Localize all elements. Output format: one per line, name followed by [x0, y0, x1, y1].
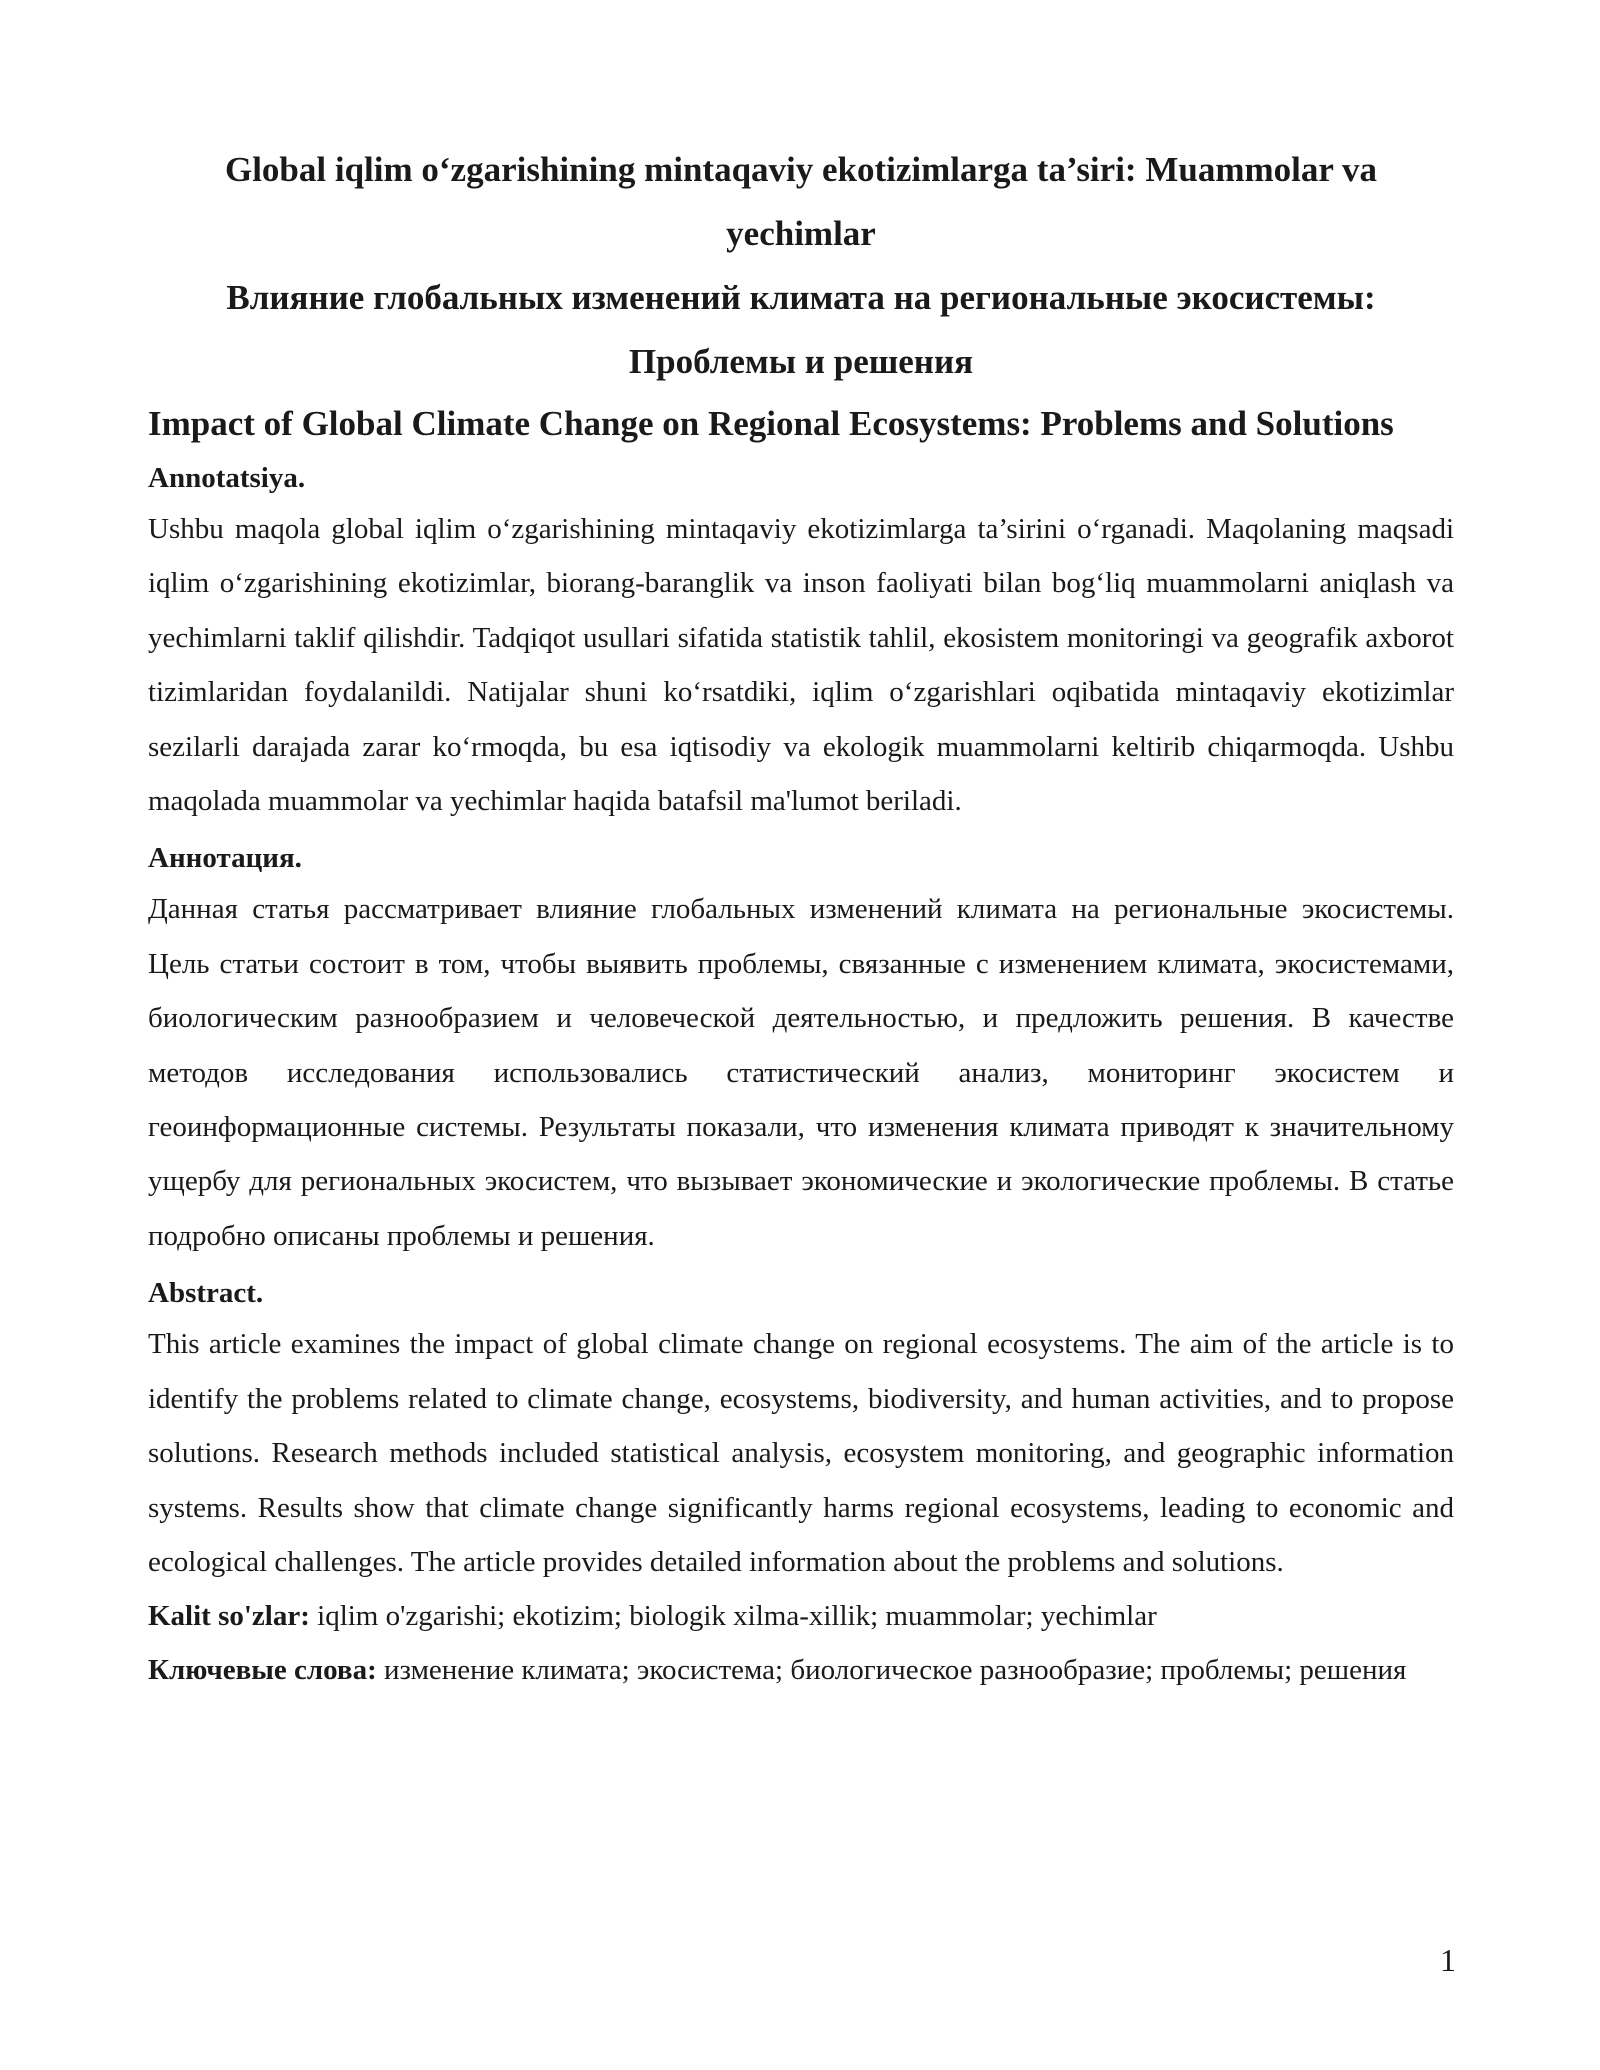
abstract-uzbek-heading: Annotatsiya. [148, 462, 306, 494]
abstract-russian-heading: Аннотация. [148, 842, 302, 875]
keywords-uzbek-label: Kalit so'zlar: [148, 1600, 310, 1633]
abstract-english-heading: Abstract. [148, 1277, 264, 1310]
keywords-russian-text: изменение климата; экосистема; биологическое разнообразие; проблемы; решения [376, 1654, 1407, 1687]
abstract-uzbek-text: Ushbu maqola global iqlim o‘zgarishining mintaqaviy ekotizimlarga ta’sirini o‘rganadi. Maqolaning maqsadi iqlim o‘zgarishining ekotizimlar, biorang-baranglik va inson faoliyati bilan bog‘liq muammolarni aniqlash va yechimlarni taklif qilishdir. Tadqiqot usullari sifatida statistik tahlil, ekosistem monitoringi va geografik axborot tizimlaridan foydalanildi. Natijalar shuni ko‘rsatdiki, iqlim o‘zgarishlari oqibatida mintaqaviy ekotizimlar sezilarli darajada zarar ko‘rmoqda, bu esa iqtisodiy va ekologik muammolarni keltirib chiqarmoqda. Ushbu maqolada muammolar va yechimlar haqida batafsil ma'lumot beriladi. [148, 513, 1454, 818]
abstract-english-text: This article examines the impact of global climate change on regional ecosystems. The aim of the article is to identify the problems related to climate change, ecosystems, biodiversity, and human activities, and to propose solutions. Research methods included statistical analysis, ecosystem monitoring, and geographic information systems. Results show that climate change significantly harms regional ecosystems, leading to economic and ecological challenges. The article provides detailed information about the problems and solutions. [148, 1328, 1454, 1578]
document-page [148, 138, 1454, 1697]
page-number: 1 [1440, 1942, 1456, 1978]
abstract-russian-text: Данная статья рассматривает влияние глобальных изменений климата на региональные экосистемы. Цель статьи состоит в том, чтобы выявить проблемы, связанные с изменением климата, экосистемами, биологическим разнообразием и человеческой деятельностью, и предложить решения. В качестве методов исследования использовались статистический анализ, мониторинг экосистем и геоинформационные системы. Результаты показали, что изменения климата приводят к значительному ущербу для региональных экосистем, что вызывает экономические и экологические проблемы. В статье подробно описаны проблемы и решения. [148, 893, 1454, 1252]
abstract-english-section [148, 1273, 1454, 1589]
keywords-russian-label: Ключевые слова: [148, 1654, 377, 1687]
keywords-uzbek [148, 1589, 1454, 1643]
abstract-uzbek-section [148, 458, 1454, 828]
title-english: Impact of Global Climate Change on Regional Ecosystems: Problems and Solutions [148, 404, 1394, 443]
keywords-uzbek-text: iqlim o'zgarishi; ekotizim; biologik xilma-xillik; muammolar; yechimlar [309, 1600, 1157, 1633]
title-uzbek: Global iqlim o‘zgarishining mintaqaviy ekotizimlarga ta’siri: Muammolar va yechimlar [224, 150, 1378, 253]
abstract-russian-section [148, 838, 1454, 1263]
keywords-russian [148, 1643, 1454, 1697]
title-russian: Влияние глобальных изменений климата на региональные экосистемы: Проблемы и решения [226, 278, 1376, 381]
